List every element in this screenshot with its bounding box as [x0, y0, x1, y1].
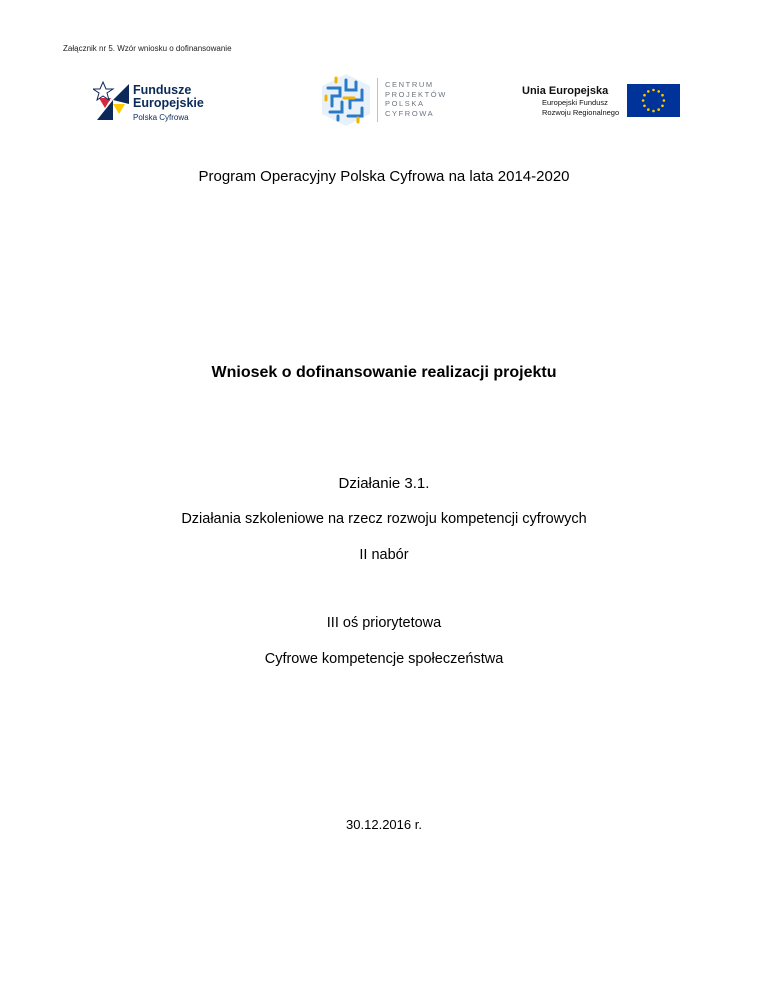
cpp-line4: CYFROWA — [385, 108, 435, 118]
program-name: Program Operacyjny Polska Cyfrowa na lata 2014-2020 — [198, 168, 570, 185]
action-number: Działanie 3.1. — [338, 475, 430, 492]
call-round: II nabór — [359, 547, 409, 563]
fundusze-line1: Fundusze — [133, 83, 192, 97]
document-date: 30.12.2016 r. — [346, 817, 422, 832]
cpp-line3: POLSKA — [385, 99, 425, 108]
priority-axis-name: Cyfrowe kompetencje społeczeństwa — [264, 651, 504, 667]
cpp-line1: CENTRUM — [385, 80, 434, 89]
priority-axis-number: III oś priorytetowa — [326, 615, 442, 631]
action-name: Działania szkoleniowe na rzecz rozwoju kompetencji cyfrowych — [181, 511, 587, 527]
cpp-maze-icon — [318, 72, 374, 128]
cpp-line2: PROJEKTÓW — [385, 89, 447, 99]
eu-line1: Unia Europejska — [522, 85, 609, 97]
eu-flag-icon — [627, 84, 680, 117]
centrum-projektow-logo — [318, 72, 458, 128]
fundusze-europejskie-logo — [93, 80, 213, 126]
eu-line3: Rozwoju Regionalnego — [542, 108, 620, 117]
document-title: Wniosek o dofinansowanie realizacji projektu — [211, 364, 557, 381]
fundusze-line2: Europejskie — [133, 96, 204, 110]
fundusze-line3: Polska Cyfrowa — [133, 113, 189, 122]
fundusze-emblem-icon — [93, 80, 131, 124]
cpp-divider — [377, 78, 378, 122]
unia-europejska-logo — [522, 84, 682, 120]
header-note: Załącznik nr 5. Wzór wniosku o dofinansowanie — [63, 44, 232, 53]
eu-line2: Europejski Fundusz — [542, 98, 608, 107]
